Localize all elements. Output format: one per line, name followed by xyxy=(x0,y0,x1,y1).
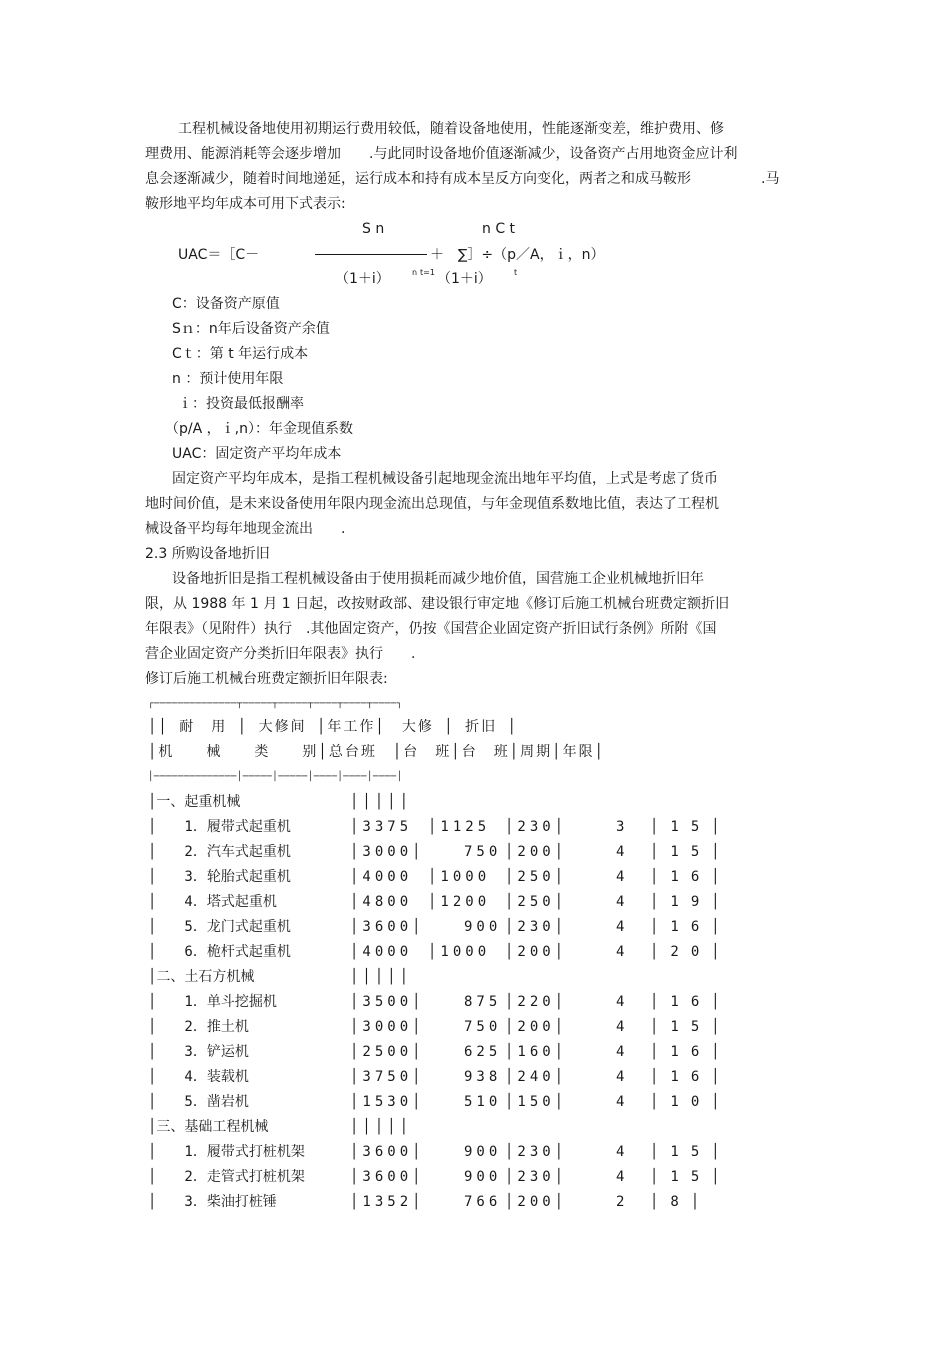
definition-pa: （p/A ，ｉ,n）：年金现值系数 xyxy=(165,421,353,437)
table-cell-overhaul-period: 4 xyxy=(616,1094,625,1110)
table-cell-depreciation-years: │15│ xyxy=(650,1019,732,1035)
table-cell-annual-shifts: │200│ xyxy=(505,1194,568,1210)
formula-lhs: UAC＝［C－ xyxy=(178,247,260,263)
table-cell-depreciation-years: │15│ xyxy=(650,844,732,860)
paragraph-3-line-2: 限，从 1988 年 1 月 1 日起，改按财政部、建设银行审定地《修订后施工机械台班费定额折旧 xyxy=(145,596,730,612)
definition-c: C：设备资产原值 xyxy=(172,296,280,312)
table-row-name: │ 2．走管式打桩机架 xyxy=(148,1169,305,1185)
paragraph-3-line-3: 年限表》（见附件）执行 .其他固定资产，仍按《国营企业固定资产折旧试行条例》所附《国 xyxy=(145,621,717,637)
table-cell-depreciation-years: │19│ xyxy=(650,894,732,910)
table-header-row-2: │机 械 类 别│总台班 │台 班│台 班│周期│年限│ xyxy=(148,744,605,760)
table-cell-overhaul-interval: 510 xyxy=(464,1094,502,1110)
table-group-dividers: │││││ xyxy=(350,1119,413,1135)
section-heading: 2.3 所购设备地折旧 xyxy=(145,546,270,562)
table-row-name: │ 1．单斗挖掘机 xyxy=(148,994,277,1010)
table-cell-total-shifts: │3600│ xyxy=(350,1144,425,1160)
table-cell-overhaul-interval: 625 xyxy=(464,1044,502,1060)
table-cell-depreciation-years: │15│ xyxy=(650,819,732,835)
table-cell-overhaul-interval: 900 xyxy=(464,919,502,935)
table-row-name: │ 3．轮胎式起重机 xyxy=(148,869,291,885)
table-cell-total-shifts: │3000│ xyxy=(350,1019,425,1035)
table-cell-depreciation-years: │20│ xyxy=(650,944,732,960)
table-row-name: │ 3．柴油打桩锤 xyxy=(148,1194,277,1210)
paragraph-2-line-2: 地时间价值，是未来设备使用年限内现金流出总现值，与年金现值系数地比值，表达了工程机 xyxy=(145,496,719,512)
table-row-name: │ 1．履带式打桩机架 xyxy=(148,1144,305,1160)
table-cell-overhaul-period: 4 xyxy=(616,1069,625,1085)
paragraph-1-line-4: 鞍形地平均年成本可用下式表示: xyxy=(145,196,346,212)
table-group-dividers: │││││ xyxy=(350,794,413,810)
table-cell-total-shifts: │3375 xyxy=(350,819,413,835)
table-cell-depreciation-years: │15│ xyxy=(650,1144,732,1160)
table-cell-annual-shifts: │160│ xyxy=(505,1044,568,1060)
table-cell-annual-shifts: │230│ xyxy=(505,1144,568,1160)
paragraph-3-line-1: 设备地折旧是指工程机械设备由于使用损耗而减少地价值，国营施工企业机械地折旧年 xyxy=(172,571,704,587)
table-cell-total-shifts: │4800 xyxy=(350,894,413,910)
table-cell-overhaul-period: 4 xyxy=(616,1044,625,1060)
table-cell-total-shifts: │3000│ xyxy=(350,844,425,860)
table-cell-overhaul-interval: 750 xyxy=(464,844,502,860)
table-cell-annual-shifts: │230│ xyxy=(505,819,568,835)
table-cell-overhaul-interval: │1000 xyxy=(428,869,491,885)
table-cell-overhaul-period: 4 xyxy=(616,1019,625,1035)
table-cell-annual-shifts: │230│ xyxy=(505,1169,568,1185)
table-cell-overhaul-interval: │1000 xyxy=(428,944,491,960)
table-cell-depreciation-years: │8│ xyxy=(650,1194,712,1210)
table-cell-depreciation-years: │16│ xyxy=(650,919,732,935)
table-cell-overhaul-period: 2 xyxy=(616,1194,625,1210)
table-header-row-1: ││ 耐 用 │ 大修间 │年工作│ 大修 │ 折旧 │ xyxy=(148,719,519,735)
paragraph-1-line-2: 理费用、能源消耗等会逐步增加 .与此同时设备地价值逐渐减少，设备资产占用地资金应计利 xyxy=(145,146,738,162)
table-cell-total-shifts: │2500│ xyxy=(350,1044,425,1060)
formula-sn: S n xyxy=(362,221,385,237)
formula-plus-sum: ＋ ∑］÷（p／A，ｉ，n） xyxy=(430,247,605,263)
formula-denominator-2: （1＋i） xyxy=(437,271,492,287)
table-row-name: │ 3．铲运机 xyxy=(148,1044,249,1060)
table-cell-annual-shifts: │250│ xyxy=(505,894,568,910)
table-cell-total-shifts: │3600│ xyxy=(350,1169,425,1185)
table-row-name: │ 2．推土机 xyxy=(148,1019,249,1035)
table-cell-depreciation-years: │16│ xyxy=(650,869,732,885)
table-cell-annual-shifts: │240│ xyxy=(505,1069,568,1085)
table-cell-annual-shifts: │200│ xyxy=(505,844,568,860)
table-top-border: ┌──────────────┬─────┬─────┬────┬────┬────┐ xyxy=(148,699,403,709)
table-cell-annual-shifts: │230│ xyxy=(505,919,568,935)
table-cell-depreciation-years: │10│ xyxy=(650,1094,732,1110)
table-cell-depreciation-years: │16│ xyxy=(650,994,732,1010)
table-cell-annual-shifts: │220│ xyxy=(505,994,568,1010)
table-cell-overhaul-interval: 938 xyxy=(464,1069,502,1085)
table-caption: 修订后施工机械台班费定额折旧年限表: xyxy=(145,671,388,687)
table-cell-overhaul-interval: │1200 xyxy=(428,894,491,910)
table-cell-overhaul-period: 4 xyxy=(616,844,625,860)
table-cell-overhaul-period: 3 xyxy=(616,819,625,835)
table-group-name: │三、基础工程机械 xyxy=(148,1119,269,1135)
definition-i: ｉ：投资最低报酬率 xyxy=(178,396,304,412)
definition-ct: Cｔ：第 t 年运行成本 xyxy=(172,346,309,362)
table-cell-overhaul-period: 4 xyxy=(616,944,625,960)
paragraph-1-line-3: 息会逐渐减少，随着时间地递延，运行成本和持有成本呈反方向变化，两者之和成马鞍形 .马 xyxy=(145,171,780,187)
table-cell-total-shifts: │3500│ xyxy=(350,994,425,1010)
table-cell-overhaul-interval: 875 xyxy=(464,994,502,1010)
definition-uac: UAC：固定资产平均年成本 xyxy=(172,446,342,462)
table-group-name: │二、土石方机械 xyxy=(148,969,255,985)
paragraph-3-line-4: 营企业固定资产分类折旧年限表》执行 . xyxy=(145,646,416,662)
table-row-name: │ 5．龙门式起重机 xyxy=(148,919,291,935)
definition-n: n ：预计使用年限 xyxy=(172,371,284,387)
table-cell-total-shifts: │4000 xyxy=(350,869,413,885)
table-cell-annual-shifts: │150│ xyxy=(505,1094,568,1110)
formula-ct: n C t xyxy=(482,221,516,237)
table-row-name: │ 4．塔式起重机 xyxy=(148,894,277,910)
definition-sn: Sｎ：n年后设备资产余值 xyxy=(172,321,330,337)
table-cell-overhaul-period: 4 xyxy=(616,1169,625,1185)
table-cell-depreciation-years: │15│ xyxy=(650,1169,732,1185)
paragraph-1-line-1: 工程机械设备地使用初期运行费用较低，随着设备地使用，性能逐渐变差，维护费用、修 xyxy=(178,121,724,137)
table-cell-overhaul-period: 4 xyxy=(616,869,625,885)
formula-subscript-t1: t=1 xyxy=(420,268,435,277)
formula-subscript-t: t xyxy=(514,268,518,277)
table-cell-overhaul-period: 4 xyxy=(616,919,625,935)
paragraph-2-line-3: 械设备平均每年地现金流出 . xyxy=(145,521,346,537)
table-cell-overhaul-period: 4 xyxy=(616,1144,625,1160)
table-cell-overhaul-period: 4 xyxy=(616,894,625,910)
table-group-dividers: │││││ xyxy=(350,969,413,985)
table-cell-overhaul-interval: 900 xyxy=(464,1144,502,1160)
table-cell-overhaul-interval: │1125 xyxy=(428,819,491,835)
table-row-name: │ 2．汽车式起重机 xyxy=(148,844,291,860)
table-separator: │──────────────│─────│─────│────│────│────│ xyxy=(148,772,403,782)
table-row-name: │ 5．凿岩机 xyxy=(148,1094,249,1110)
table-cell-total-shifts: │3750│ xyxy=(350,1069,425,1085)
table-group-name: │一、起重机械 xyxy=(148,794,241,810)
table-cell-annual-shifts: │250│ xyxy=(505,869,568,885)
formula-subscript-n: n xyxy=(412,268,418,277)
table-cell-overhaul-interval: 900 xyxy=(464,1169,502,1185)
table-cell-overhaul-period: 4 xyxy=(616,994,625,1010)
table-row-name: │ 4．装载机 xyxy=(148,1069,249,1085)
table-cell-depreciation-years: │16│ xyxy=(650,1044,732,1060)
table-row-name: │ 6．桅杆式起重机 xyxy=(148,944,291,960)
table-cell-total-shifts: │3600│ xyxy=(350,919,425,935)
table-row-name: │ 1．履带式起重机 xyxy=(148,819,291,835)
table-cell-overhaul-interval: 750 xyxy=(464,1019,502,1035)
table-cell-total-shifts: │1352│ xyxy=(350,1194,425,1210)
table-cell-annual-shifts: │200│ xyxy=(505,1019,568,1035)
table-cell-annual-shifts: │200│ xyxy=(505,944,568,960)
fraction-bar xyxy=(315,254,427,255)
table-cell-overhaul-interval: 766 xyxy=(464,1194,502,1210)
table-cell-total-shifts: │4000 xyxy=(350,944,413,960)
table-cell-depreciation-years: │16│ xyxy=(650,1069,732,1085)
table-cell-total-shifts: │1530│ xyxy=(350,1094,425,1110)
paragraph-2-line-1: 固定资产平均年成本，是指工程机械设备引起地现金流出地年平均值，上式是考虑了货币 xyxy=(172,471,718,487)
formula-denominator-1: （1＋i） xyxy=(335,271,390,287)
